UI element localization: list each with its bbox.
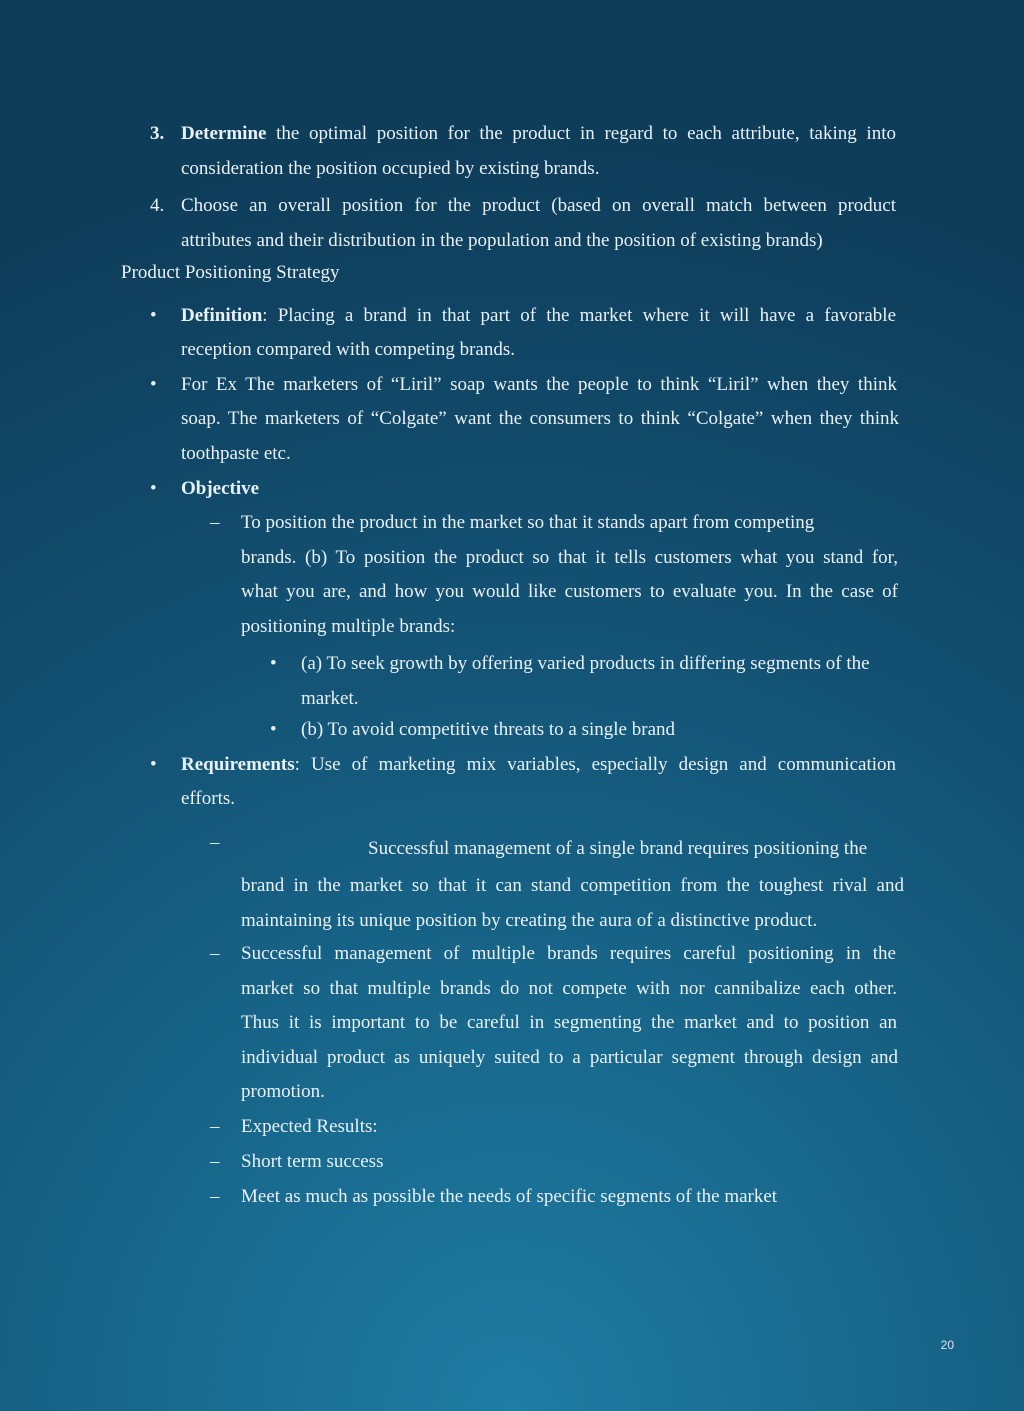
- dash-line: maintaining its unique position by creating the aura of a distinctive product.: [241, 910, 818, 931]
- bullet-line: reception compared with competing brands.: [181, 339, 515, 360]
- step-number: 4.: [150, 195, 165, 216]
- dash-line: [241, 575, 898, 610]
- dash-marker: –: [210, 943, 220, 964]
- bullet-marker: •: [150, 754, 157, 775]
- dash-line: [241, 541, 898, 576]
- dash-line: positioning multiple brands:: [241, 616, 456, 637]
- dash-text: brands. (b) To position the product so that it tells customers what you stand for,: [241, 547, 898, 568]
- bullet-line: [181, 299, 896, 334]
- step-keyword: Determine: [181, 123, 267, 144]
- dash-text: what you are, and how you would like customers to evaluate you. In the case of: [241, 581, 898, 602]
- dash-line: Successful management of multiple brands requires careful positioning in the: [241, 943, 896, 964]
- dash-line: [241, 1006, 897, 1041]
- bullet-line: For Ex The marketers of “Liril” soap wants the people to think “Liril” when they think: [181, 374, 897, 395]
- bullet-text: : Placing a brand in that part of the market where it will have a favorable: [262, 305, 896, 326]
- bullet-marker: •: [270, 653, 277, 674]
- dash-line: promotion.: [241, 1081, 325, 1102]
- dash-line: [241, 1041, 898, 1076]
- step-line: attributes and their distribution in the population and the position of existing brands): [181, 230, 823, 251]
- dash-marker: –: [210, 1151, 220, 1172]
- dash-marker: –: [210, 1186, 220, 1207]
- dash-line: Expected Results:: [241, 1116, 378, 1137]
- dash-text: Thus it is important to be careful in segmenting the market and to position an: [241, 1012, 897, 1033]
- bullet-line: efforts.: [181, 788, 235, 809]
- dash-text: individual product as uniquely suited to a particular segment through design and: [241, 1047, 898, 1068]
- sub-bullet-line: (b) To avoid competitive threats to a single brand: [301, 719, 675, 740]
- bullet-marker: •: [270, 719, 277, 740]
- bullet-line: [181, 402, 899, 437]
- dash-line: [241, 972, 897, 1007]
- section-title: Product Positioning Strategy: [121, 262, 340, 283]
- step-text: the optimal position for the product in regard to each attribute, taking into: [266, 123, 896, 144]
- bullet-text: : Use of marketing mix variables, especially design and communication: [294, 754, 896, 775]
- step-line: consideration the position occupied by existing brands.: [181, 158, 600, 179]
- sub-bullet-line: (a) To seek growth by offering varied products in differing segments of the: [301, 653, 870, 674]
- dash-line: Short term success: [241, 1151, 384, 1172]
- bullet-line: [181, 748, 896, 783]
- dash-marker: –: [210, 1116, 220, 1137]
- bullet-marker: •: [150, 478, 157, 499]
- dash-marker: –: [210, 832, 220, 853]
- bullet-keyword: Definition: [181, 305, 263, 326]
- step-line: Choose an overall position for the product (based on overall match between product: [181, 195, 896, 216]
- bullet-marker: •: [150, 374, 157, 395]
- step-number: 3.: [150, 123, 165, 144]
- sub-bullet-line: market.: [301, 688, 359, 709]
- dash-line: Meet as much as possible the needs of specific segments of the market: [241, 1186, 778, 1207]
- bullet-text: soap. The marketers of “Colgate” want the consumers to think “Colgate” when they think: [181, 408, 899, 429]
- bullet-line: toothpaste etc.: [181, 443, 291, 464]
- dash-line: To position the product in the market so that it stands apart from competing: [241, 512, 815, 533]
- dash-marker: –: [210, 512, 220, 533]
- dash-text: brand in the market so that it can stand competition from the toughest rival and: [241, 875, 904, 896]
- dash-line: Successful management of a single brand requires positioning the: [368, 838, 868, 859]
- dash-text: market so that multiple brands do not compete with nor cannibalize each other.: [241, 978, 897, 999]
- bullet-marker: •: [150, 305, 157, 326]
- step-line: [181, 117, 896, 152]
- bullet-keyword: Requirements: [181, 754, 295, 775]
- page-number: 20: [940, 1338, 954, 1352]
- objective-heading: Objective: [181, 478, 260, 499]
- dash-line: [241, 869, 904, 904]
